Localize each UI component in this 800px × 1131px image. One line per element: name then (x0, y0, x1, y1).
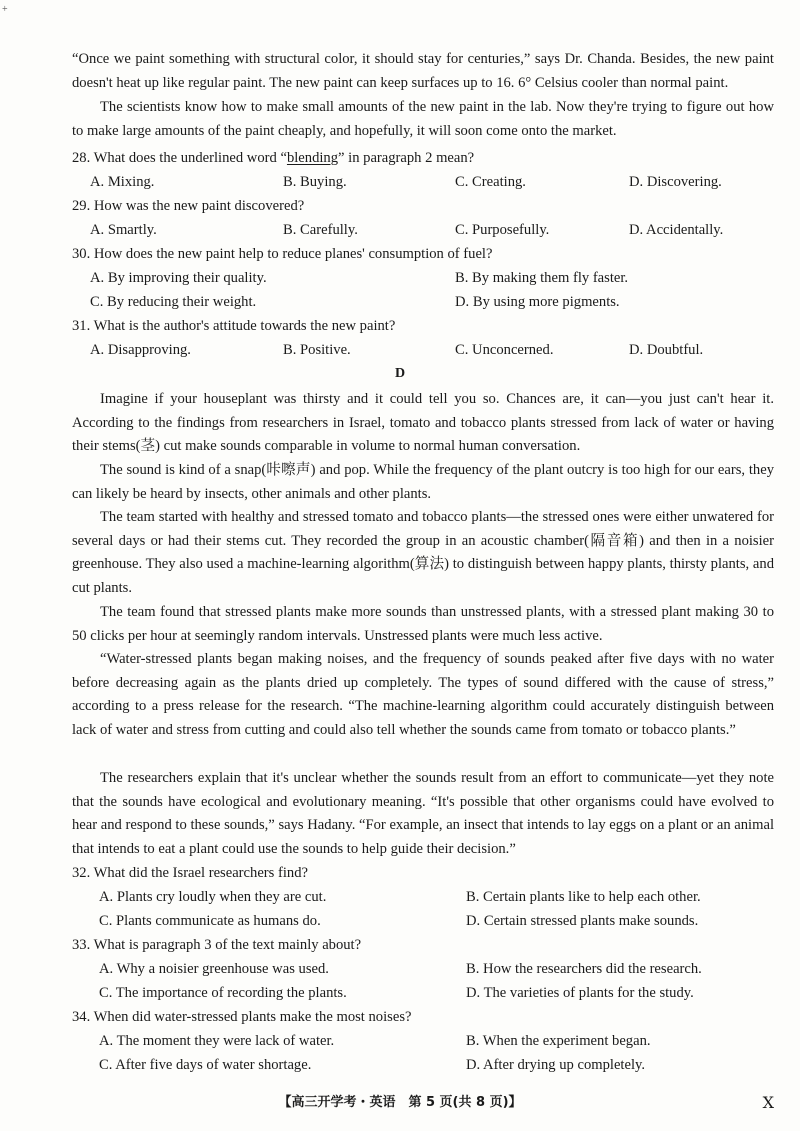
page-footer: 【高三开学考・英语 第 5 页(共 8 页)】 (278, 1095, 522, 1110)
passage-d-paragraph-1: Imagine if your houseplant was thirsty and it could tell you so. Chances are, it can—you just can't hear it. According to the findings from researchers in Israel, tomato and tobacco plants stressed from lack of water or having their stems(茎) cut make sounds comparable in volume to normal human conversation. (72, 391, 774, 455)
q28-option-d[interactable]: D. Discovering. (629, 174, 722, 190)
q33-option-a[interactable]: A. Why a noisier greenhouse was used. (99, 961, 329, 977)
q30-option-c[interactable]: C. By reducing their weight. (90, 294, 257, 310)
q33-option-d[interactable]: D. The varieties of plants for the study. (466, 985, 694, 1001)
q31-option-d[interactable]: D. Doubtful. (629, 342, 704, 358)
paragraph-top-1: “Once we paint something with structural color, it should stay for centuries,” says Dr. Chanda. Besides, the new paint doesn't heat up like regular paint. The new paint can keep surfaces up to 16. 6° Celsius cooler than normal paint. (72, 51, 774, 91)
q29-option-b[interactable]: B. Carefully. (283, 222, 358, 238)
question-28: 28. What does the underlined word “blending” in paragraph 2 mean? (72, 150, 475, 166)
q34-option-c[interactable]: C. After five days of water shortage. (99, 1057, 312, 1073)
q33-option-b[interactable]: B. How the researchers did the research. (466, 961, 702, 977)
question-29: 29. How was the new paint discovered? (72, 198, 305, 214)
q32-option-a[interactable]: A. Plants cry loudly when they are cut. (99, 889, 327, 905)
q32-option-b[interactable]: B. Certain plants like to help each other. (466, 889, 701, 905)
q32-option-d[interactable]: D. Certain stressed plants make sounds. (466, 913, 699, 929)
q31-option-c[interactable]: C. Unconcerned. (455, 342, 554, 358)
q30-option-a[interactable]: A. By improving their quality. (90, 270, 267, 286)
question-32: 32. What did the Israel researchers find? (72, 865, 308, 881)
paragraph-top-2: The scientists know how to make small amounts of the new paint in the lab. Now they're trying to figure out how to make large amounts of the paint cheaply, and hopefully, it will soon come onto the market. (72, 99, 774, 139)
question-34: 34. When did water-stressed plants make the most noises? (72, 1009, 412, 1025)
q31-option-b[interactable]: B. Positive. (283, 342, 351, 358)
q34-option-a[interactable]: A. The moment they were lack of water. (99, 1033, 335, 1049)
q30-option-d[interactable]: D. By using more pigments. (455, 294, 620, 310)
q34-option-b[interactable]: B. When the experiment began. (466, 1033, 651, 1049)
question-30: 30. How does the new paint help to reduce planes' consumption of fuel? (72, 246, 493, 262)
edge-mark: + (2, 4, 8, 15)
q33-option-c[interactable]: C. The importance of recording the plants. (99, 985, 347, 1001)
passage-d-paragraph-5: “Water-stressed plants began making noises, and the frequency of sounds peaked after five days with no water before decreasing again as the plants dried up completely. The types of sound differed with the cause of stress,” according to a press release for the research. “The machine-learning algorithm could accurately distinguish between lack of water and stress from cutting and could also tell whether the sounds came from tomato or tobacco plants.” (72, 651, 774, 738)
q32-option-c[interactable]: C. Plants communicate as humans do. (99, 913, 321, 929)
passage-d-paragraph-6: The researchers explain that it's unclear whether the sounds result from an effort to communicate—yet they note that the sounds have ecological and evolutionary meaning. “It's possible that other organisms could have evolved to hear and respond to these sounds,” says Hadany. “For example, an insect that intends to lay eggs on a plant or an animal that intends to eat a plant could use the sounds to help guide their decision.” (72, 770, 774, 857)
q28-option-b[interactable]: B. Buying. (283, 174, 347, 190)
q29-option-c[interactable]: C. Purposefully. (455, 222, 550, 238)
q29-option-d[interactable]: D. Accidentally. (629, 222, 724, 238)
passage-d-paragraph-3: The team started with healthy and stressed tomato and tobacco plants—the stressed ones were either unwatered for several days or had their stems cut. They recorded the group in an acoustic chamber(隔音箱) and then in a noisier greenhouse. They also used a machine-learning algorithm(算法) to distinguish between happy plants, thirsty plants, and cut plants. (72, 509, 774, 596)
q28-option-c[interactable]: C. Creating. (455, 174, 526, 190)
underlined-word: blending (286, 150, 339, 166)
passage-d-paragraph-4: The team found that stressed plants make more sounds than unstressed plants, with a stressed plant making 30 to 50 clicks per hour at seemingly random intervals. Unstressed plants were much less active. (72, 604, 774, 644)
question-33: 33. What is paragraph 3 of the text mainly about? (72, 937, 362, 953)
q31-option-a[interactable]: A. Disapproving. (90, 342, 191, 358)
q28-option-a[interactable]: A. Mixing. (90, 174, 155, 190)
q34-option-d[interactable]: D. After drying up completely. (466, 1057, 646, 1073)
corner-mark: X (762, 1093, 774, 1112)
q29-option-a[interactable]: A. Smartly. (90, 222, 157, 238)
question-31: 31. What is the author's attitude towards the new paint? (72, 318, 396, 334)
section-label: D (394, 366, 406, 381)
passage-d-paragraph-2: The sound is kind of a snap(咔嚓声) and pop. While the frequency of the plant outcry is too high for our ears, they can likely be heard by insects, other animals and other plants. (72, 462, 774, 502)
q30-option-b[interactable]: B. By making them fly faster. (455, 270, 629, 286)
